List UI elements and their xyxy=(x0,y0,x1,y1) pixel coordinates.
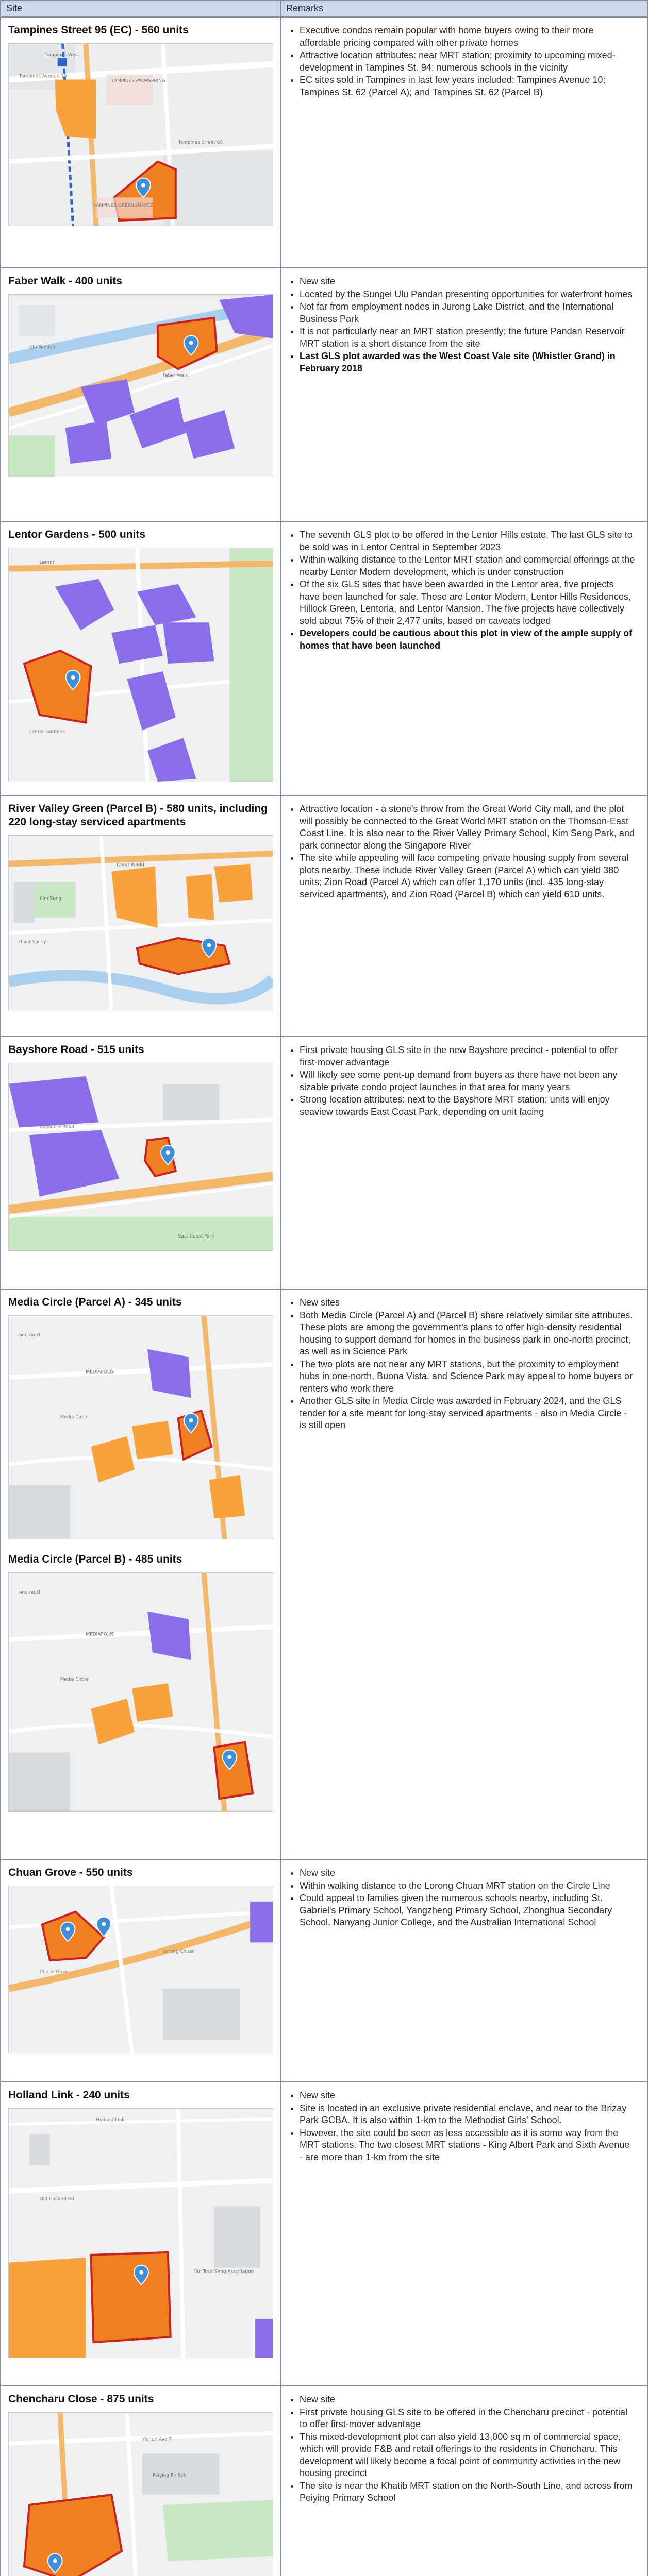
site-cell xyxy=(1,1289,280,1859)
remarks-cell xyxy=(280,17,648,268)
map-label: TAMPINES PALMSPRING xyxy=(111,78,165,84)
remarks-list xyxy=(288,803,635,901)
site-name: Faber Walk - 400 units xyxy=(8,275,122,287)
site-map-image xyxy=(8,1572,273,1812)
site-map-image xyxy=(8,2412,273,2576)
remark-item: • First private housing GLS site to be offered in the Chencharu precinct - potential to offer first-mover advantage xyxy=(300,2406,635,2431)
remark-item: • Of the six GLS sites that have been awarded in the Lentor area, five projects have been launched for sale. These are Lentor Modern, Lentor Hills Residences, Hillock Green, Lentoria, and Lentor Mansion. The five projects have collectively sold about 75% of their 2,477 units, based on caveats lodged xyxy=(300,579,635,627)
site-map-image xyxy=(8,548,273,782)
map-label: Media Circle xyxy=(60,1677,89,1683)
map-label: Holland Link xyxy=(96,2117,125,2123)
site-map-image xyxy=(8,1315,273,1539)
site-cell xyxy=(1,268,280,521)
site-map-image xyxy=(8,2108,273,2358)
site-name: Media Circle (Parcel A) - 345 units xyxy=(8,1296,182,1308)
site-name: Chuan Grove - 550 units xyxy=(8,1867,133,1878)
map-label: Chuan Grove xyxy=(39,1969,70,1975)
remarks-list xyxy=(288,529,635,652)
map-label: Yishun Ave 7 xyxy=(142,2437,172,2443)
table-row-tampines xyxy=(1,17,648,268)
table-row-holland-link xyxy=(1,2082,648,2386)
remarks-cell xyxy=(280,1859,648,2082)
remark-item: • However, the site could be seen as less accessible as it is some way from the MRT stations. The two closest MRT stations - King Albert Park and Sixth Avenue - are more than 1-km from the site xyxy=(300,2127,635,2164)
map-label: Old Holland Rd xyxy=(39,2196,74,2202)
remark-item: • Not far from employment nodes in Jurong Lake District, and the International Business Park xyxy=(300,301,635,325)
remark-item: • Within walking distance to the Lorong Chuan MRT station on the Circle Line xyxy=(300,1880,635,1892)
site-name: Media Circle (Parcel B) - 485 units xyxy=(8,1553,182,1565)
site-cell xyxy=(1,795,280,1037)
remark-item: • This mixed-development plot can also yield 13,000 sq m of commercial space, which will provide F&B and retail offerings to the residents in Chencharu. This development will likely become a focal point of community activities in the new housing precinct xyxy=(300,2431,635,2480)
remark-item: • First private housing GLS site in the new Bayshore precinct - potential to offer first-mover advantage xyxy=(300,1044,635,1069)
map-label: one-north xyxy=(19,1589,42,1595)
remarks-cell xyxy=(280,1037,648,1289)
site-name: Tampines Street 95 (EC) - 560 units xyxy=(8,24,189,36)
site-cell xyxy=(1,17,280,268)
map-label: Faber Walk xyxy=(162,373,188,379)
site-cell xyxy=(1,1037,280,1289)
site-cell xyxy=(1,521,280,795)
remark-item: • New sites xyxy=(300,1297,635,1309)
map-label: MEDIAPOLIS xyxy=(86,1632,114,1637)
remark-item: • New site xyxy=(300,2394,635,2406)
map-label: River Valley xyxy=(19,939,46,945)
table-row-bayshore xyxy=(1,1037,648,1289)
remark-item: • Located by the Sungei Ulu Pandan presenting opportunities for waterfront homes xyxy=(300,289,635,301)
map-label: Lentor Gardens xyxy=(29,729,65,735)
remarks-cell xyxy=(280,2386,648,2576)
table-row-media-circle xyxy=(1,1289,648,1859)
remark-item: • Will likely see some pent-up demand from buyers as there have not been any sizable private condo project launches in that area for many years xyxy=(300,1069,635,1093)
map-label: TAMPINES GREENQUARTZ xyxy=(93,203,153,209)
site-name: Lentor Gardens - 500 units xyxy=(8,529,146,540)
remark-item: • The two plots are not near any MRT stations, but the proximity to employment hubs in one-north, Buona Vista, and Science Park may appeal to home buyers or renters who work there xyxy=(300,1359,635,1395)
remark-item: • Last GLS plot awarded was the West Coast Vale site (Whistler Grand) in February 2018 xyxy=(300,350,635,375)
remark-item: • New site xyxy=(300,2090,635,2102)
remark-item: • The site while appealing will face competing private housing supply from several plots nearby. These include River Valley Green (Parcel A) which can yield 380 units; Zion Road (Parcel A) which can offer 1,170 units (incl. 435 long-stay serviced apartments), and Zion Road (Parcel B) which can yield 610 units. xyxy=(300,852,635,901)
map-label: Peiying Pri Sch xyxy=(152,2473,187,2479)
map-label: one-north xyxy=(19,1332,42,1338)
site-name: Holland Link - 240 units xyxy=(8,2089,130,2101)
remarks-list xyxy=(288,2090,635,2163)
column-header-remarks: Remarks xyxy=(280,1,648,17)
remark-item: • Developers could be cautious about this plot in view of the ample supply of homes that have been launched xyxy=(300,628,635,652)
remarks-cell xyxy=(280,268,648,521)
map-label: Great World xyxy=(117,862,144,868)
table-row-faber-walk xyxy=(1,268,648,521)
site-name: Bayshore Road - 515 units xyxy=(8,1044,144,1056)
site-cell xyxy=(1,2386,280,2576)
map-label: Kim Seng xyxy=(39,896,62,902)
map-label: Lentor xyxy=(39,560,55,565)
remark-item: • The seventh GLS plot to be offered in the Lentor Hills estate. The last GLS site to be sold was in Lentor Central in September 2023 xyxy=(300,529,635,553)
site-name: River Valley Green (Parcel B) - 580 units, including 220 long-stay serviced apartments xyxy=(8,803,268,828)
map-label: Bayshore Road xyxy=(39,1124,74,1130)
map-label: Tampines Avenue 10 xyxy=(19,74,67,79)
remark-item: • New site xyxy=(300,276,635,288)
remark-item: • Executive condos remain popular with home buyers owing to their more affordable pricing compared with other private homes xyxy=(300,25,635,49)
table-row-chuan-grove xyxy=(1,1859,648,2082)
site-name: Chencharu Close - 875 units xyxy=(8,2393,154,2405)
remark-item: • It is not particularly near an MRT station presently; the future Pandan Reservoir MRT station is a short distance from the site xyxy=(300,326,635,350)
map-label: Media Circle xyxy=(60,1415,89,1420)
remarks-list xyxy=(288,276,635,375)
site-cell xyxy=(1,1859,280,2082)
site-map-image xyxy=(8,835,273,1010)
table-header-row xyxy=(1,1,648,17)
remark-item: • Both Media Circle (Parcel A) and (Parcel B) share relatively similar site attributes. These plots are among the government's plans to offer high-density residential housing to support demand for homes in the business park in one-north precinct, as well as in Science Park xyxy=(300,1310,635,1358)
remarks-cell xyxy=(280,795,648,1037)
site-map-image xyxy=(8,43,273,226)
remark-item: • Site is located in an exclusive private residential enclave, and near to the Brizay Park GCBA. It is also within 1-km to the Methodist Girls' School. xyxy=(300,2103,635,2127)
map-label: Lorong Chuan xyxy=(162,1949,195,1955)
remarks-list xyxy=(288,2394,635,2504)
remark-item: • Another GLS site in Media Circle was awarded in February 2024, and the GLS tender for a site meant for long-stay serviced apartments - also in Media Circle - is still open xyxy=(300,1395,635,1432)
remarks-list xyxy=(288,1297,635,1432)
remark-item: • The site is near the Khatib MRT station on the North-South Line, and across from Peiying Primary School xyxy=(300,2480,635,2504)
map-label: East Coast Park xyxy=(178,1234,214,1240)
site-map-image xyxy=(8,1886,273,2053)
site-cell xyxy=(1,2082,280,2386)
remark-item: • Attractive location attributes: near MRT station; proximity to upcoming mixed-development in Tampines St. 94; numerous schools in the vicinity xyxy=(300,49,635,74)
remarks-cell xyxy=(280,2082,648,2386)
table-row-river-valley xyxy=(1,795,648,1037)
map-label: Ulu Pandan xyxy=(29,345,56,350)
remarks-list xyxy=(288,1867,635,1929)
remark-item: • Strong location attributes: next to the Bayshore MRT station; units will enjoy seaview towards East Coast Park, depending on unit facing xyxy=(300,1094,635,1118)
map-label: MEDIAPOLIS xyxy=(86,1369,114,1375)
map-label: Tan Tock Seng Association xyxy=(193,2269,254,2275)
remark-item: • Within walking distance to the Lentor MRT station and commercial offerings at the nearby Lentor Modern development, which is under construction xyxy=(300,554,635,578)
remarks-list xyxy=(288,1044,635,1118)
map-label: Tampines Street 95 xyxy=(178,140,223,145)
remarks-list xyxy=(288,25,635,98)
map-label: Tampines West xyxy=(44,52,79,58)
table-row-lentor-gardens xyxy=(1,521,648,795)
remark-item: • EC sites sold in Tampines in last few years included: Tampines Avenue 10; Tampines St. 62 (Parcel A); and Tampines St. 62 (Parcel B) xyxy=(300,74,635,98)
remark-item: • New site xyxy=(300,1867,635,1879)
site-map-image xyxy=(8,294,273,477)
column-header-site: Site xyxy=(1,1,280,17)
site-map-image xyxy=(8,1063,273,1251)
remarks-cell xyxy=(280,1289,648,1859)
table-row-chencharu-close xyxy=(1,2386,648,2576)
remark-item: • Attractive location - a stone's throw from the Great World City mall, and the plot will possibly be connected to the Great World MRT station on the Thomson-East Coast Line. It is also near to the River Valley Primary School, Kim Seng Park, and park connector along the Singapore River xyxy=(300,803,635,852)
remarks-cell xyxy=(280,521,648,795)
remark-item: • Could appeal to families given the numerous schools nearby, including St. Gabriel's Primary School, Yangzheng Primary School, Zhonghua Secondary School, Nanyang Junior College, and the Australian International School xyxy=(300,1892,635,1929)
